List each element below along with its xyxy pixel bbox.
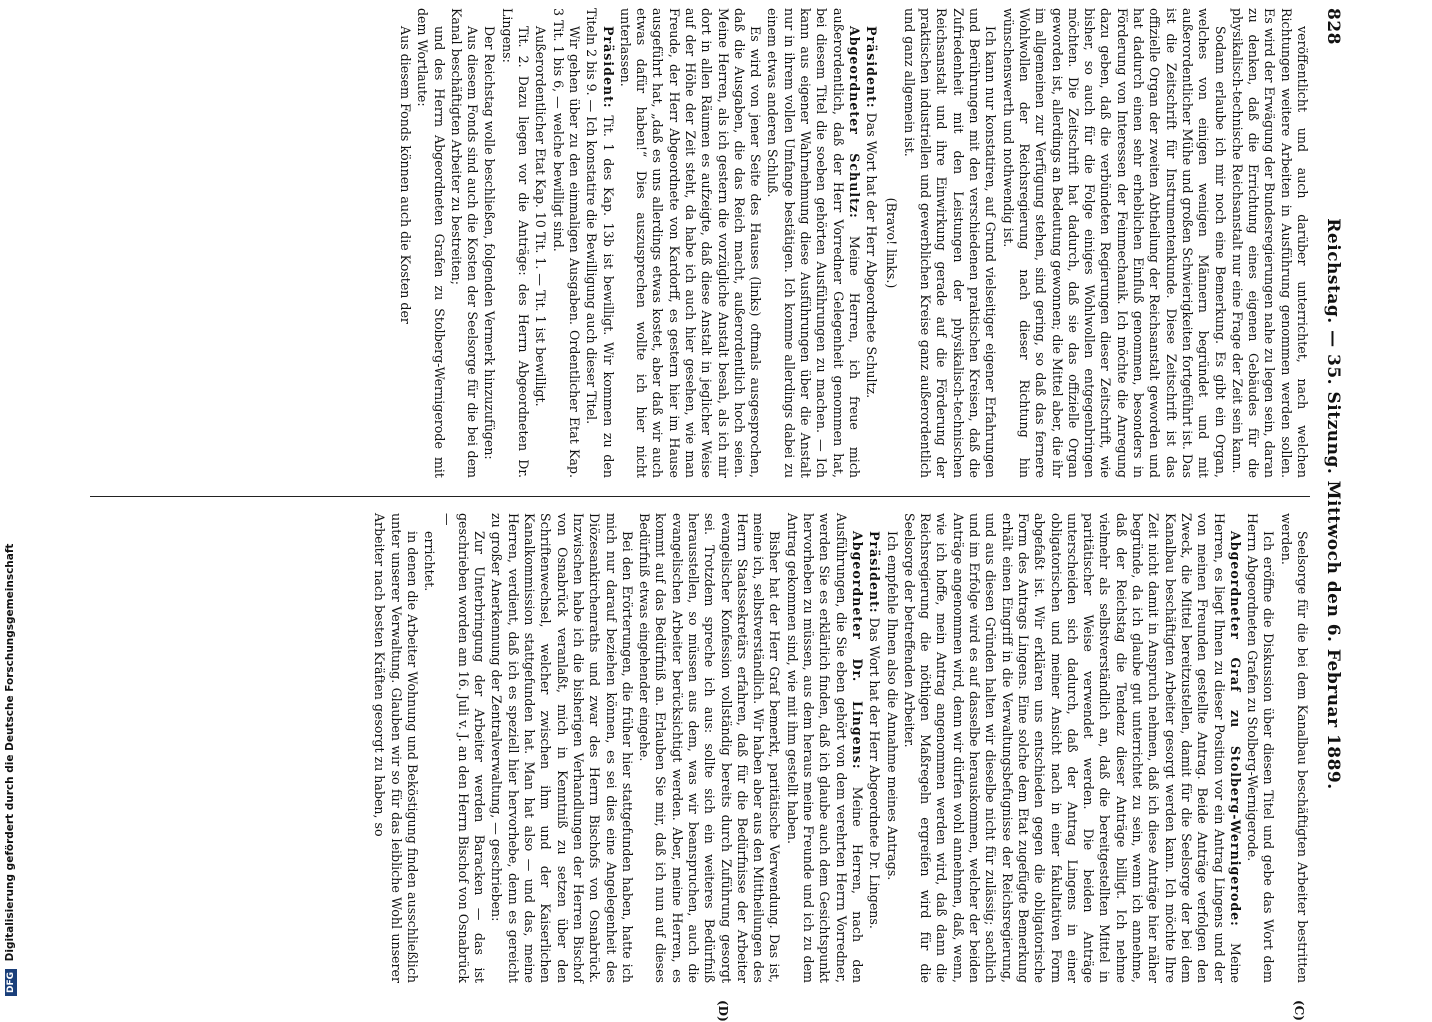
rotated-document-sheet <box>80 8 1350 1022</box>
paragraph: Tit. 2. Dazu liegen vor die Anträge: des Herrn Abgeordneten Dr. Lingens: <box>499 8 532 478</box>
header-title: Reichstag. — 35. Sitzung. Mittwoch den 6. Februar 1889. <box>1323 218 1343 790</box>
speaker-name: Präsident: <box>864 26 880 109</box>
paragraph: Bei den Erörterungen, die früher hier stattgefunden haben, hatte ich mich nur darauf beziehen können, es sei dies eine Angelegenheit des Diözesankirchenraths und zwar des Herrn Bischofs von Osnabrück. Inzwischen habe ich die bisherigen Verhandlungen der Herren Bischof von Osnabrück veranlaßt, mich in Kenntniß zu setzen über den Schriftenwechsel, welcher zwischen ihm und der Kaiserlichen Kanalkommission stattgefunden hat. Man hat also — und das, meine Herren, verdient, daß ich es speziell hier hervorhebe, denn es gereicht zu großer Anerkennung der Zentralverwaltung, — geschrieben: <box>489 513 635 983</box>
speech-paragraph <box>863 8 879 478</box>
paragraph: und des Herrn Abgeordneten Grafen zu Stolberg-Wernigerode mit dem Wortlaute: <box>415 8 447 478</box>
margin-tag-d: (D) <box>716 1000 730 1022</box>
paragraph: Aus diesem Fonds können auch die Kosten der <box>397 26 413 324</box>
dfg-logo: DFG <box>5 969 17 996</box>
speech-text: Das Wort hat der Herr Abgeordnete Schultz. <box>864 112 880 399</box>
paragraph: errichtet. <box>422 531 438 592</box>
running-header <box>1316 8 1350 993</box>
speech-text: Meine Herren, es liegt Ihnen zu dieser Position vor ein Antrag Lingens und der von meinen Freunden gestellte Antrag. Beide Anträge verfolgen den Zweck, die Mittel bereitzustellen, damit für die Seelsorge der bei dem Kanalbau beschäftigten Arbeiter gesorgt werden kann. Ich möchte Ihre Zeit nicht damit in Anspruch nehmen, daß ich diese Anträge hier näher begründe, da ich glaube gut unterrichtet zu sein, wenn ich annehme, daß der Reichstag die Tendenz dieser Anträge billigt. Ich nehme vielmehr als selbstverständlich an, daß die bereitgestellten Mittel in paritätischer Weise verwendet werden. Die beiden Anträge unterscheiden sich dadurch, daß der Antrag Lingens in einer obligatorischen und meiner Ansicht nach in einer fakultativen Form abgefaßt ist. Wir erklären uns entschieden gegen die obligatorische Form des Antrags Lingens. Eine solche dem Etat zugefügte Bemerkung erhält einen Eingriff in die Verwaltungsbefugnisse der Reichsregierung, und aus diesen Gründen halten wir dieselbe nicht für zulässig; sachlich und im Erfolge wird es auf dasselbe herauskommen, welcher der beiden Anträge angenommen wird, denn wir dürfen wohl annehmen, daß, wenn, wie ich hoffe, mein Antrag angenommen werden wird, daß dann die Reichsregierung die nöthigen Maßregeln ergreifen wird für die Seelsorge der betreffenden Arbeiter. <box>901 513 1243 983</box>
paragraph: Seelsorge für die bei dem Kanalbau beschäftigten Arbeiter bestritten werden. <box>1278 513 1310 983</box>
paragraph: Ich empfehle Ihnen also die Annahme meines Antrags. <box>884 531 900 881</box>
speaker-name: Abgeordneter Dr. Lingens: <box>849 531 865 770</box>
column-divider <box>90 496 1310 497</box>
speaker-name: Präsident: <box>867 531 883 614</box>
paragraph: Sodann erlaube ich mir noch eine Bemerkung. Es gibt ein Organ, welches von einigen wenigen Männern begründet und mit außerordentlicher Mühe und großen Schwierigkeiten fortgeführt ist. Das ist die Zeitschrift für Instrumentenkunde. Diese Zeitschrift ist das offizielle Organ der zweiten Abtheilung der Reichsanstalt geworden und hat dadurch einen sehr erheblichen Einfluß genommen, besonders in Förderung von Interessen der Feinmechanik. Ich möchte die Anregung dazu geben, daß die verbündeten Regierungen dieser Zeitschrift, wie bisher, so auch für die Folge einiges Wohlwollen entgegenbringen möchten. Die Zeitschrift hat dadurch, daß sie das offizielle Organ geworden ist, allerdings an Bedeutung gewonnen; die Mittel aber, die ihr im allgemeinen zur Verfügung stehen, sind gering, so daß das fernere Wohlwollen der Reichsregierung nach dieser Richtung hin wünschenswerth und nothwendig ist. <box>1000 8 1228 478</box>
paragraph: veröffentlicht und auch darüber unterrichtet, nach welchen Richtungen weitere Arbeiten in Ausführung genommen werden sollen. Es wird der Erwägung der Bundesregierungen nahe zu legen sein, daran zu denken, daß die Errichtung eines eigenen Gebäudes für die physikalisch-technische Reichsanstalt nur eine Frage der Zeit sein kann. <box>1229 8 1310 478</box>
speech-paragraph <box>784 513 865 983</box>
stage-direction: (Bravo! links.) <box>883 197 899 289</box>
speaker-name: Abgeordneter Schultz: <box>846 26 862 219</box>
speech-text: Meine Herren, ich freue mich außerordentlich, daß der Herr Vorredner Gelegenheit genommen hat, bei diesem Titel die soeben gehörten Ausführungen zu machen. — Ich kann aus eigener Wahrnehmung diese Ausführungen über die Anstalt nur in ihrem vollen Umfange bestätigen. Ich komme allerdings dabei zu einem etwas anderen Schluß. <box>765 8 862 478</box>
margin-tag-c: (C) <box>1292 1000 1306 1021</box>
speech-paragraph <box>901 513 1243 983</box>
paragraph: Ich kann nur konstatiren, auf Grund vielseitiger eigener Erfahrungen und Berührungen mit den verschiedenen praktischen Kreisen, daß die Zufriedenheit mit den Leistungen der physikalisch-technischen Reichsanstalt und ihre Einwirkung gerade auf die Förderung der praktischen industriellen und gewerblichen Kreise ganz außerordentlich und ganz allgemein ist. <box>901 8 999 478</box>
speaker-name: Präsident: <box>600 26 616 109</box>
paragraph: Außerordentlicher Etat Kap. 10 Tit. 1. — Tit. 1 ist bewilligt. <box>533 26 549 407</box>
paragraph: Es wird von jener Seite des Hauses (links) oftmals ausgesprochen, daß die Ausgaben, die das Reich macht, außerordentlich hoch seien. Meine Herren, als ich gestern die vorzügliche Anstalt besah, als ich mir dort in allen Räumen es aufzeigte, daß diese Anstalt in jeglicher Weise auf der Höhe der Zeit steht, da habe ich auch hier gesehen, wie man Freude, der Herr Abgeordnete von Kardorff, es gestern hier im Hause ausgeführt hat, „daß es uns allerdings etwas kostet, aber daß wir auch etwas dafür haben!“ Dies auszusprechen wollte ich hier nicht unterlassen. <box>617 8 764 478</box>
speech-text: Meine Herren, nach den Ausführungen, die Sie eben gehört von dem verehrten Herrn Vorredner, werden Sie es erklärlich finden, daß ich glaube auch dem Gesichtspunkt hervorheben zu müssen, aus dem heraus meine Freunde und ich zu dem Antrag gekommen sind, wie mit ihm gestellt haben. <box>784 513 865 983</box>
paragraph: Bisher hat der Herr Graf bemerkt, paritätische Verwendung. Das ist, meine ich, selbstverständlich. Wir haben aber aus den Mittheilungen des Herrn Staatssekretärs erfahren, daß für die Bedürfnisse der Arbeiter evangelischer Konfession vollständig bereits durch Zuführung gesorgt sei. Trotzdem spreche ich aus: sollte sich ein weiteres Bedürfniß herausstellen, so müssen aus dem, was wir beanspruchen, auch die evangelischen Arbeiter berücksichtigt werden. Aber, meine Herren, es kommt auf das Bedürfniß an. Erlauben Sie mir, daß ich nun auf dieses Bedürfniß etwas eingehender eingehe. <box>637 513 783 983</box>
left-text-column <box>396 8 1310 478</box>
speech-paragraph <box>866 513 882 983</box>
paragraph: in denen die Arbeiter Wohnung und Beköstigung finden ausschließlich unter unserer Verwaltung. Glauben wir so für das leibliche Wohl unserer Arbeiter nach besten Kräften gesorgt zu haben, so <box>372 513 420 983</box>
right-text-column <box>370 513 1310 983</box>
paragraph: Zur Unterbringung der Arbeiter werden Baracken — das ist geschrieben worden am 16. Juli v. J. an den Herrn Bischof von Osnabrück — <box>439 513 488 983</box>
paragraph: Ich eröffne die Diskussion über diesen Titel und gebe das Wort dem Herrn Abgeordneten Grafen zu Stolberg-Wernigerode. <box>1245 513 1277 983</box>
speech-paragraph <box>764 8 862 478</box>
speaker-name: Abgeordneter Graf zu Stolberg-Wernigerode: <box>1227 531 1243 927</box>
speech-text: Das Wort hat der Herr Abgeordnete Dr. Lingens. <box>867 617 883 929</box>
paragraph: Aus diesem Fonds sind auch die Kosten der Seelsorge für die bei dem Kanal beschäftigten Arbeiter zu bestreiten; <box>448 8 481 478</box>
paragraph: Wir gehen über zu den einmaligen Ausgaben. Ordentlicher Etat Kap. 3 Tit. 1 bis 6, — welche bewilligt sind. <box>550 8 582 478</box>
paragraph: Der Reichstag wolle beschließen, folgenden Vermerk hinzuzufügen: <box>482 26 498 460</box>
footer-text: Digitalisierung gefördert durch die Deutsche Forschungsgemeinschaft <box>4 543 16 962</box>
speech-text: Tit. 1 des Kap. 13b ist bewilligt. Wir kommen zu den Titeln 2 bis 9. — Ich konstatire die Bewilligung auch dieser Titel. <box>584 8 616 478</box>
page-number: 828 <box>1323 8 1343 45</box>
speech-paragraph <box>583 8 616 478</box>
